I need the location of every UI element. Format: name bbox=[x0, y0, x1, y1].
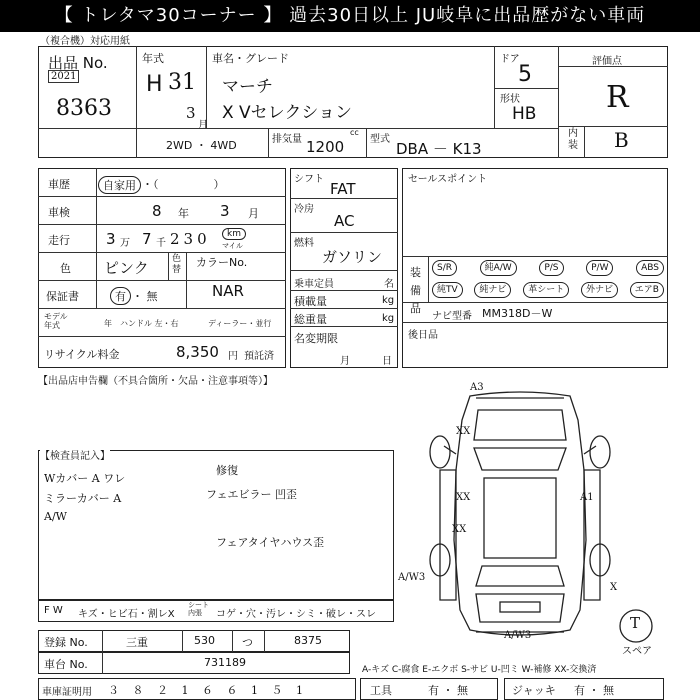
jack-label: ジャッキ bbox=[512, 684, 556, 697]
equipment-row2 bbox=[432, 282, 664, 298]
year-month: 3 bbox=[186, 104, 196, 122]
equipment-row2-item-0: 純TV bbox=[432, 282, 463, 298]
registration-class: 530 bbox=[194, 634, 215, 647]
diagram-mark-1: XX bbox=[456, 426, 471, 437]
shaken-month: 3 bbox=[220, 202, 230, 220]
color-change-label: 色替 bbox=[172, 254, 182, 275]
inspector-note-left-2: A/W bbox=[44, 510, 67, 523]
doors-label: ドア bbox=[500, 54, 520, 65]
registration-pref: 三重 bbox=[126, 636, 148, 649]
inspector-label: 【検査員記入】 bbox=[40, 447, 110, 462]
banner: 【 トレタマ30コーナー 】 過去30日以上 JU岐阜に出品歴がない車両 bbox=[0, 0, 700, 32]
shape-label: 形状 bbox=[500, 94, 520, 105]
year-num: 31 bbox=[168, 70, 196, 95]
equipment-label: 装備品 bbox=[410, 266, 421, 315]
load-label: 積載量 bbox=[294, 295, 327, 308]
color-value: ピンク bbox=[104, 259, 149, 277]
lot-number: 8363 bbox=[56, 96, 112, 121]
navi-model: MM318D－W bbox=[482, 307, 553, 320]
mileage-man-unit: 万 bbox=[120, 238, 130, 249]
recycle-note: 預託済 bbox=[244, 351, 274, 362]
color-code: NAR bbox=[212, 282, 244, 300]
equipment-row1-item-3: P/W bbox=[586, 260, 613, 276]
inspector-note-right-1: フェエビラー 凹歪 bbox=[206, 488, 297, 501]
rating-label: 評価点 bbox=[592, 56, 622, 67]
history-label: 車歴 bbox=[48, 178, 70, 191]
header-note: （複合機）対応用紙 bbox=[40, 36, 130, 47]
navi-label: ナビ型番 bbox=[432, 311, 472, 322]
warranty-value: 有 bbox=[110, 287, 131, 305]
aircon-value: AC bbox=[334, 212, 355, 230]
recycle-unit: 円 bbox=[228, 351, 238, 362]
model: DBA － K13 bbox=[396, 140, 482, 158]
equipment-row1-item-1: 純A/W bbox=[480, 260, 517, 276]
name-label: 車名・グレード bbox=[212, 52, 289, 65]
color-code-label: カラーNo. bbox=[196, 256, 248, 269]
lot-label: 出品 No. bbox=[48, 54, 108, 72]
cc-unit: cc bbox=[350, 128, 359, 137]
nenshiki-label: 年式 bbox=[142, 52, 164, 65]
diagram-mark-7: X bbox=[610, 582, 618, 593]
fuel-value: ガソリン bbox=[322, 248, 383, 266]
inspector-note-left-1: ミラーカバー A bbox=[44, 492, 122, 505]
color-label: 色 bbox=[60, 262, 71, 275]
capacity-unit: 名 bbox=[384, 279, 394, 290]
shaken-month-unit: 月 bbox=[248, 207, 259, 220]
equipment-row1 bbox=[432, 260, 664, 276]
equipment-row2-item-3: 外ナビ bbox=[581, 282, 618, 298]
diagram-mark-2: XX bbox=[456, 492, 471, 503]
inspector-note-right-2: フェアタイヤハウス歪 bbox=[216, 536, 325, 549]
equipment-row2-item-1: 純ナビ bbox=[474, 282, 511, 298]
car-grade: X Vセレクション bbox=[222, 103, 352, 123]
year-month-unit: 月 bbox=[198, 120, 208, 131]
lot-year: 2021 bbox=[48, 70, 79, 83]
year-era: H bbox=[146, 72, 163, 97]
load-unit: kg bbox=[382, 295, 395, 306]
fw-label: F W bbox=[44, 605, 63, 616]
registration-kana: つ bbox=[242, 636, 253, 649]
history-value: 自家用 bbox=[98, 176, 141, 194]
shaken-year-unit: 年 bbox=[178, 207, 189, 220]
tools-value: 有 ・ 無 bbox=[428, 684, 468, 697]
recycle-value: 8,350 bbox=[176, 343, 219, 361]
shift-label: シフト bbox=[294, 174, 324, 185]
model-label: 型式 bbox=[370, 134, 390, 145]
mileage-man: 3 bbox=[106, 230, 116, 248]
car-name: マーチ bbox=[222, 77, 273, 97]
diagram-mark-5: A/W3 bbox=[398, 572, 426, 583]
history-tail: ・（ ） bbox=[142, 178, 225, 191]
legend: A-キズ C-腐食 E-エクボ S-サビ U-凹ミ W-補修 XX-交換済 bbox=[362, 665, 597, 675]
registration-label: 登録 No. bbox=[44, 636, 88, 649]
chassis-value: 731189 bbox=[204, 656, 246, 669]
mileage-mile: マイル bbox=[222, 242, 243, 250]
equipment-row1-item-2: P/S bbox=[539, 260, 563, 276]
equipment-row2-item-4: エアB bbox=[630, 282, 664, 298]
warranty-tail: ・ 無 bbox=[132, 290, 158, 303]
gross-label: 総重量 bbox=[294, 313, 327, 326]
gross-unit: kg bbox=[382, 313, 395, 324]
spare-mark: T bbox=[630, 614, 641, 632]
cert-digits: ３ ８ ２ 1 ６ ６ 1 ５ 1 bbox=[108, 684, 308, 697]
equipment-row1-item-4: ABS bbox=[636, 260, 664, 276]
mileage-sen-unit: 千 bbox=[156, 238, 166, 249]
aircon-label: 冷房 bbox=[294, 204, 314, 215]
aftermarket-label: 後日品 bbox=[408, 330, 438, 341]
spare-label: スペア bbox=[622, 646, 652, 657]
diagram-mark-0: A3 bbox=[470, 382, 484, 393]
mileage-label: 走行 bbox=[48, 234, 70, 247]
declaration-label: 【出品店申告欄（不具合箇所・欠品・注意事項等）】 bbox=[38, 376, 273, 387]
jack-value: 有 ・ 無 bbox=[574, 684, 614, 697]
fuel-label: 燃料 bbox=[294, 238, 314, 249]
change-deadline-unit: 月 bbox=[340, 356, 350, 367]
rating-score: R bbox=[606, 80, 629, 115]
inspector-note-right-0: 修復 bbox=[216, 464, 238, 477]
change-deadline-day: 日 bbox=[382, 356, 392, 367]
mileage-sen: 7 bbox=[142, 230, 152, 248]
shaken-year: 8 bbox=[152, 202, 162, 220]
diagram-mark-4: XX bbox=[452, 524, 467, 535]
dealer: ディーラー・並行 bbox=[208, 319, 272, 328]
mileage-km: km bbox=[222, 228, 246, 240]
shape: HB bbox=[512, 104, 537, 124]
equipment-row1-item-0: S/R bbox=[432, 260, 457, 276]
capacity-label: 乗車定員 bbox=[294, 279, 334, 290]
shaken-label: 車検 bbox=[48, 206, 70, 219]
recycle-label: リサイクル料金 bbox=[44, 348, 120, 361]
inspector-note-left-0: Wカバー A ワレ bbox=[44, 472, 126, 485]
diagram-mark-6: A/W3 bbox=[504, 630, 532, 641]
chassis-label: 車台 No. bbox=[44, 658, 88, 671]
fw-text2: コゲ・穴・汚レ・シミ・破レ・スレ bbox=[216, 609, 376, 620]
displacement-label: 排気量 bbox=[272, 134, 302, 145]
drive: 2WD ・ 4WD bbox=[166, 139, 237, 152]
model-year-label: モデル年式 bbox=[44, 312, 68, 330]
displacement: 1200 bbox=[306, 138, 345, 156]
equipment-row2-item-2: 革シート bbox=[523, 282, 569, 298]
diagram-mark-3: A1 bbox=[580, 492, 594, 503]
warranty-label: 保証書 bbox=[46, 290, 79, 303]
model-year-unit: 年 bbox=[104, 319, 112, 328]
tools-label: 工具 bbox=[370, 684, 392, 697]
doors: 5 bbox=[518, 62, 532, 87]
cert-label: 車庫証明用 bbox=[42, 687, 92, 698]
registration-num: 8375 bbox=[294, 634, 322, 647]
detail-section bbox=[38, 168, 286, 368]
fw-sheet: シート内張 bbox=[188, 601, 209, 617]
sales-point-label: セールスポイント bbox=[408, 174, 488, 185]
fw-text: キズ・ヒビ石・割レX bbox=[78, 609, 175, 620]
change-deadline-label: 名変期限 bbox=[294, 332, 338, 345]
interior-label: 内装 bbox=[568, 128, 578, 151]
mileage-rest: 230 bbox=[170, 230, 211, 248]
interior-score: B bbox=[614, 128, 629, 152]
handle: ハンドル 左・右 bbox=[120, 319, 179, 328]
shift-value: FAT bbox=[330, 180, 356, 198]
